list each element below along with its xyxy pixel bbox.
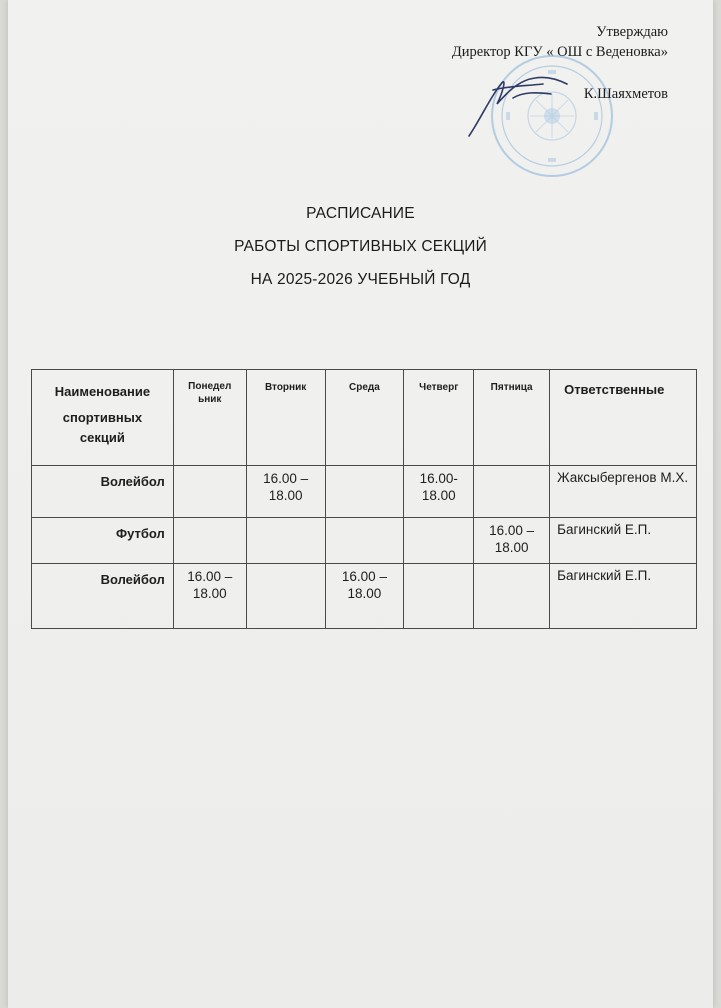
row-section: Волейбол	[32, 564, 174, 629]
row-friday	[474, 466, 550, 518]
approve-label: Утверждаю	[596, 24, 668, 40]
row-responsible: Жаксыбергенов М.Х.	[550, 466, 697, 518]
row-wednesday: 16.00 – 18.00	[325, 564, 404, 629]
director-label: Директор КГУ « ОШ с Веденовка»	[451, 44, 668, 60]
title-line-1: РАСПИСАНИЕ	[306, 205, 415, 222]
row-wednesday	[325, 518, 404, 564]
header-responsible: Ответственные	[550, 370, 697, 466]
row-monday	[173, 466, 246, 518]
row-thursday	[404, 564, 474, 629]
table-header-row	[32, 370, 697, 466]
row-tuesday: 16.00 – 18.00	[246, 466, 325, 518]
header-wednesday: Среда	[325, 370, 404, 466]
table-row	[32, 466, 697, 518]
document-title	[8, 197, 713, 296]
title-line-2: РАБОТЫ СПОРТИВНЫХ СЕКЦИЙ	[234, 238, 487, 255]
table-row	[32, 564, 697, 629]
header-friday: Пятница	[474, 370, 550, 466]
title-line-3: НА 2025-2026 УЧЕБНЫЙ ГОД	[250, 271, 471, 288]
header-tuesday: Вторник	[246, 370, 325, 466]
row-monday	[173, 518, 246, 564]
row-tuesday	[246, 518, 325, 564]
row-friday: 16.00 – 18.00	[474, 518, 550, 564]
row-responsible: Багинский Е.П.	[550, 564, 697, 629]
signatory-name: К.Шаяхметов	[583, 86, 668, 102]
schedule-table	[31, 369, 697, 629]
row-monday: 16.00 – 18.00	[173, 564, 246, 629]
row-responsible: Багинский Е.П.	[550, 518, 697, 564]
row-wednesday	[325, 466, 404, 518]
approval-block	[452, 22, 668, 104]
row-thursday: 16.00- 18.00	[404, 466, 474, 518]
row-section: Футбол	[32, 518, 174, 564]
row-thursday	[404, 518, 474, 564]
row-friday	[474, 564, 550, 629]
table-row	[32, 518, 697, 564]
document-page	[8, 0, 713, 1008]
header-section-name: Наименование спортивных секций	[32, 370, 174, 466]
header-monday: Понедел ьник	[173, 370, 246, 466]
row-section: Волейбол	[32, 466, 174, 518]
row-tuesday	[246, 564, 325, 629]
header-thursday: Четверг	[404, 370, 474, 466]
